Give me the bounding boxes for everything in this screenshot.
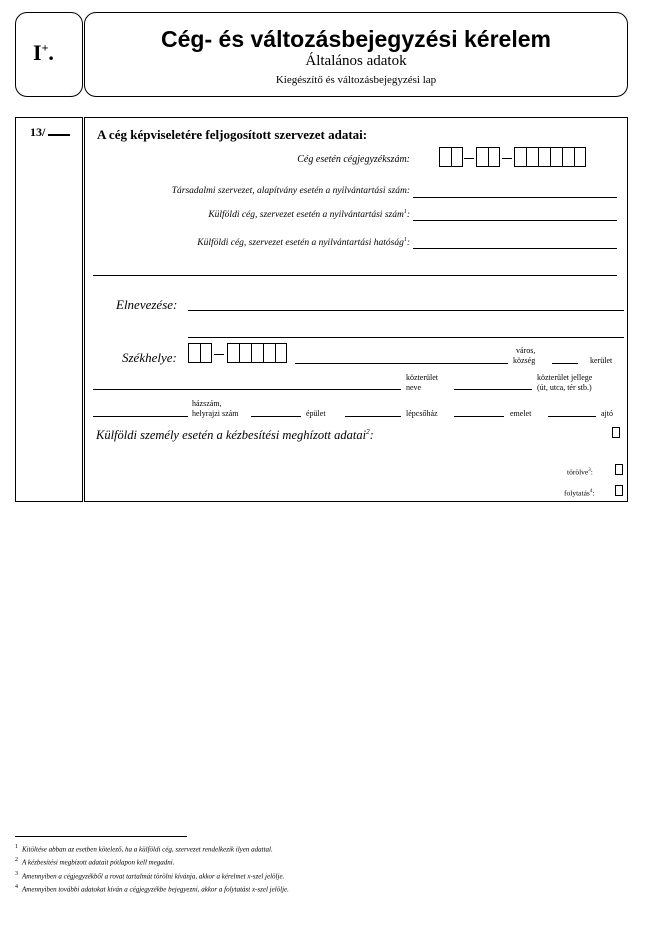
footnote-3 [15,869,625,882]
iranyitoszam-dash [214,354,224,355]
elnevezese-field[interactable] [188,310,624,311]
kulfoldi-szam-sup: 1 [403,209,407,215]
iranyitoszam-cells-1[interactable] [188,343,212,363]
kozseg-label: község [513,356,536,365]
footnote-4-text: Amennyiben további adatokat kíván a cégjegyzékbe bejegyezni, akkor a folytatást x-szel jelölje. [22,885,289,894]
lepcsohaz-label: lépcsőház [406,409,438,418]
kulfoldi-hatosag-field-2[interactable] [93,275,617,276]
footnote-2 [15,855,625,868]
varos-label: város, [516,346,536,355]
kulfoldi-hatosag-field[interactable] [413,248,617,249]
kulfoldi-szam-text: Külföldi cég, szervezet esetén a nyilvántartási szám [208,210,404,221]
epulet-field[interactable] [251,416,301,417]
emelet-field[interactable] [454,416,504,417]
page-title: Cég- és változásbejegyzési kérelem [161,26,551,52]
footnote-4 [15,882,625,895]
emelet-label: emelet [510,409,532,418]
footnote-2-number: 2 [15,857,18,864]
lepcsohaz-field[interactable] [345,416,401,417]
kozterulet-jellege-field[interactable] [454,389,532,390]
epulet-label: épület [306,409,326,418]
footnote-1-number: 1 [15,844,18,850]
szekhelye-label: Székhelye: [122,350,177,365]
cegjegyzekszam-cells-1[interactable] [439,147,463,167]
form-code-dot: . [48,40,54,65]
section-number-box [15,117,83,502]
kozterulet-jellege-label: közterület jellege [537,373,593,382]
hazszam-field[interactable] [93,416,188,417]
kezbesitesi-text: Külföldi személy esetén a kézbesítési meghízott adatai [96,428,367,443]
kozterulet-label: közterület [406,373,438,382]
form-code-sup: + [41,40,49,55]
kezbesitesi-sup: 2 [366,428,370,436]
torolve-sup: 3 [588,468,591,473]
page-subsubtitle: Kiegészítő és változásbejegyzési lap [275,74,437,86]
nyilvantartasi-szam-label: Társadalmi szervezet, alapítvány esetén a nyilvántartási szám: [171,186,410,196]
section-number-label: 13/ [30,125,46,139]
kulfoldi-hatosag-text: Külföldi cég, szervezet esetén a nyilvántartási hatóság [197,238,404,249]
elnevezese-field-2[interactable] [188,337,624,338]
torolve-checkbox[interactable] [615,464,623,475]
kezbesitesi-label: Külföldi személy esetén a kézbesítési meghízott adatai$^2$: [96,428,374,443]
kerulet-field[interactable] [552,363,578,364]
kulfoldi-szam-label: Külföldi cég, szervezet esetén a nyilvántartási szám$^1$: [208,209,410,221]
kezbesitesi-checkbox[interactable] [612,427,620,438]
kozterulet-jellege-pelda: (út, utca, tér stb.) [537,383,592,392]
helyrajzi-szam-label: helyrajzi szám [192,409,239,418]
footnote-3-number: 3 [15,870,18,877]
kulfoldi-hatosag-sup: 1 [403,237,407,243]
footnote-4-number: 4 [15,883,18,890]
kulfoldi-szam-field[interactable] [413,220,617,221]
elnevezese-label: Elnevezése: [116,297,178,312]
ajto-field[interactable] [548,416,596,417]
hazszam-label: házszám, [192,399,222,408]
footnote-1-text: Kitöltése abban az esetben kötelező, ha a külföldi cég, szervezet rendelkezik ilyen adattal. [22,845,273,854]
cegjegyzekszam-cells-2[interactable] [476,147,500,167]
kozterulet-neve-label: neve [406,383,422,392]
varos-field[interactable] [295,363,508,364]
section-number-blank[interactable] [48,134,70,136]
section-heading: A cég képviseletére feljogosított szervezet adatai: [97,127,368,142]
footnote-2-text: A kézbesítési megbízott adatait pótlapon kell megadni. [22,858,175,867]
kulfoldi-hatosag-label: Külföldi cég, szervezet esetén a nyilvántartási hatóság$^1$: [197,237,410,249]
section-number [30,125,45,140]
footnote-separator [15,836,187,837]
cegjegyzekszam-label: Cég esetén cégjegyzékszám: [297,154,410,165]
form-code-main: I [33,40,42,65]
cegjegyzekszam-dash-1 [464,158,474,159]
folytatas-checkbox[interactable] [615,485,623,496]
kerulet-label: kerület [590,356,613,365]
ajto-label: ajtó [601,409,613,418]
cegjegyzekszam-cells-3[interactable] [514,147,586,167]
folytatas-label: folytatás$^4$: [564,488,595,498]
torolve-text: törölve [567,467,589,477]
folytatas-text: folytatás [564,488,590,498]
nyilvantartasi-szam-field[interactable] [413,197,617,198]
kozterulet-field[interactable] [93,389,401,390]
page-subtitle: Általános adatok [305,53,407,69]
cegjegyzekszam-dash-2 [502,158,512,159]
footnote-1 [15,842,625,855]
form-code [33,40,54,66]
torolve-label: törölve$^3$: [567,467,593,477]
footnote-3-text: Amennyiben a cégjegyzékből a rovat tartalmát törölni kívánja, akkor a kérelmet x-szel jelölje. [22,871,285,880]
footnotes [15,842,625,895]
folytatas-sup: 4 [589,489,593,494]
iranyitoszam-cells-2[interactable] [227,343,287,363]
